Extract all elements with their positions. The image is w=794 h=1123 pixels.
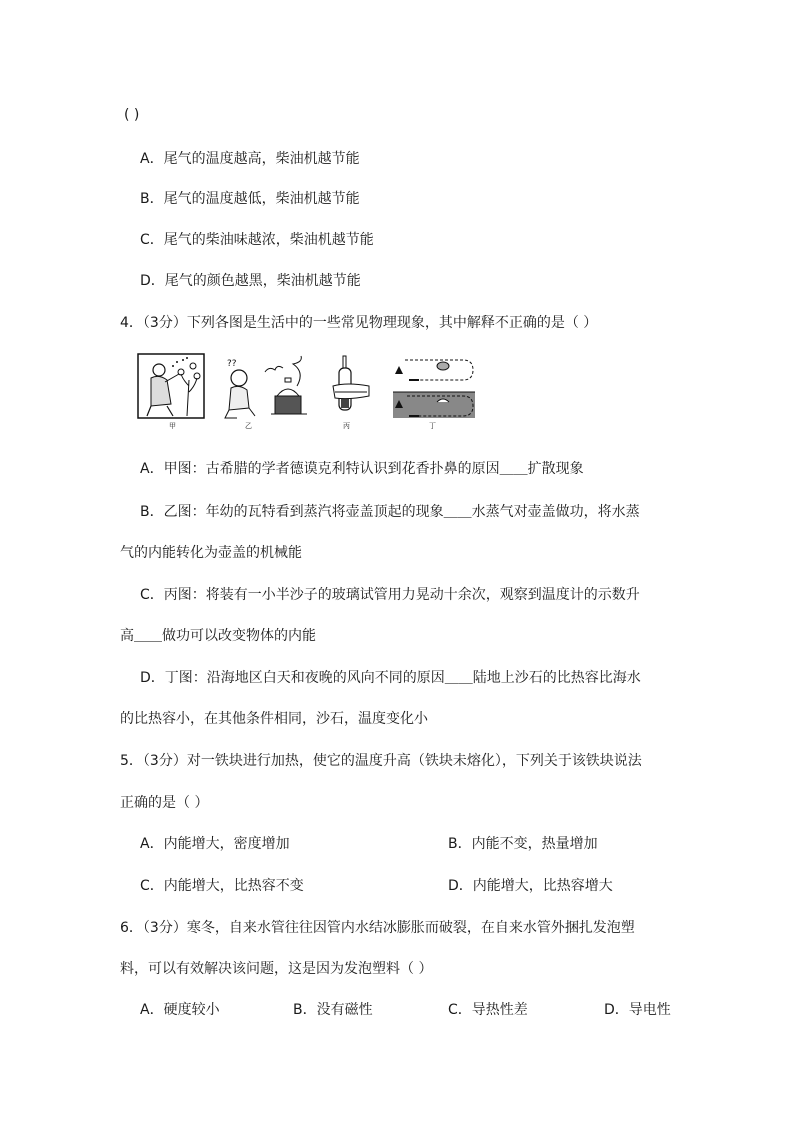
q4-option-a: A．甲图：古希腊的学者德谟克利特认识到花香扑鼻的原因＿＿扩散现象 <box>140 461 584 477</box>
svg-text:??: ?? <box>227 359 237 369</box>
q4-figure <box>137 352 477 430</box>
q4-stem: 4．（3分）下列各图是生活中的一些常见物理现象，其中解释不正确的是（ ） <box>120 315 598 331</box>
q3-option-c: C．尾气的柴油味越浓，柴油机越节能 <box>140 232 374 248</box>
q6-option-a: A．硬度较小 <box>140 1002 220 1018</box>
q5-option-b: B．内能不变，热量增加 <box>448 836 598 852</box>
q6-option-d: D．导电性 <box>604 1002 671 1018</box>
q4-option-d-line1: D．丁图：沿海地区白天和夜晚的风向不同的原因＿＿陆地上沙石的比热容比海水 <box>140 670 641 686</box>
q6-stem-line1: 6．（3分）寒冬，自来水管往往因管内水结冰膨胀而破裂，在自来水管外捆扎发泡塑 <box>120 920 635 936</box>
q4-option-b-line2: 气的内能转化为壶盖的机械能 <box>120 545 302 561</box>
figure-yi-illustration <box>225 356 307 418</box>
q5-stem-line1: 5．（3分）对一铁块进行加热，使它的温度升高（铁块未熔化），下列关于该铁块说法 <box>120 753 642 769</box>
q6-option-b: B．没有磁性 <box>293 1002 373 1018</box>
figure-caption-bing: 丙 <box>343 422 350 430</box>
q4-option-d-line2: 的比热容小，在其他条件相同，沙石，温度变化小 <box>120 711 428 727</box>
figure-ding-illustration <box>393 360 475 418</box>
figure-caption-ding: 丁 <box>429 422 436 430</box>
q4-option-c-line1: C．丙图：将装有一小半沙子的玻璃试管用力晃动十余次，观察到温度计的示数升 <box>140 587 640 603</box>
figure-caption-yi: 乙 <box>245 422 252 430</box>
q5-option-d: D．内能增大，比热容增大 <box>448 878 613 894</box>
q6-stem-line2: 料，可以有效解决该问题，这是因为发泡塑料（ ） <box>120 961 433 977</box>
q3-option-b: B．尾气的温度越低，柴油机越节能 <box>140 191 360 207</box>
q4-option-b-line1: B．乙图：年幼的瓦特看到蒸汽将壶盖顶起的现象＿＿水蒸气对壶盖做功，将水蒸 <box>140 504 640 520</box>
figure-caption-jia: 甲 <box>169 422 176 430</box>
q5-option-a: A．内能增大，密度增加 <box>140 836 290 852</box>
q6-option-c: C．导热性差 <box>448 1002 528 1018</box>
q3-answer-paren: ( ) <box>124 107 140 123</box>
q4-option-c-line2: 高＿＿做功可以改变物体的内能 <box>120 628 316 644</box>
q3-option-d: D．尾气的颜色越黑，柴油机越节能 <box>140 273 361 289</box>
figure-jia-illustration <box>138 354 204 418</box>
figure-bing-illustration <box>333 356 369 410</box>
q3-option-a: A．尾气的温度越高，柴油机越节能 <box>140 151 360 167</box>
q5-stem-line2: 正确的是（ ） <box>120 795 209 811</box>
q5-option-c: C．内能增大，比热容不变 <box>140 878 304 894</box>
